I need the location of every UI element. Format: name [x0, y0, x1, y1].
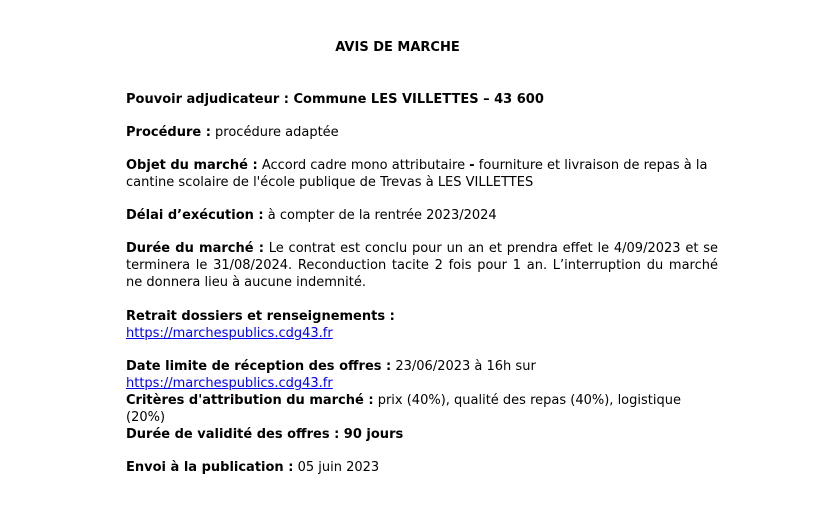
document-title	[0, 40, 813, 55]
envoi-label: Envoi à la publication :	[126, 460, 294, 475]
criteres-section	[126, 392, 718, 426]
delai-label: Délai d’exécution :	[126, 208, 264, 223]
date-limite-value: 23/06/2023 à 16h sur	[395, 359, 536, 374]
retrait-section	[126, 308, 718, 342]
validite-section: Durée de validité des offres : 90 jours	[126, 427, 404, 442]
criteres-label: Critères d'attribution du marché :	[126, 393, 374, 408]
retrait-link[interactable]: https://marchespublics.cdg43.fr	[126, 326, 333, 341]
objet-dash: -	[469, 158, 475, 173]
procedure-label: Procédure :	[126, 125, 211, 140]
date-limite-link[interactable]: https://marchespublics.cdg43.fr	[126, 376, 333, 391]
date-limite-section	[126, 358, 718, 392]
pouvoir-adjudicateur: Pouvoir adjudicateur : Commune LES VILLETTES – 43 600	[126, 92, 544, 107]
date-limite-label: Date limite de réception des offres :	[126, 359, 392, 374]
objet-value-part1: Accord cadre mono attributaire	[261, 158, 466, 173]
title-text: AVIS DE MARCHE	[335, 40, 460, 55]
duree-label: Durée du marché :	[126, 241, 264, 256]
retrait-label: Retrait dossiers et renseignements :	[126, 309, 395, 324]
objet-section	[126, 157, 718, 191]
delai-section	[126, 207, 718, 224]
duree-value: Le contrat est conclu pour un an et prendra effet le 4/09/2023 et se terminera le 31/08/2024. Reconduction tacite 2 fois pour 1 an. L’interruption du marché ne donnera lieu à aucune indemnité.	[126, 241, 718, 290]
criteres-value: prix (40%), qualité des repas (40%), logistique (20%)	[126, 393, 681, 425]
objet-label: Objet du marché :	[126, 158, 258, 173]
procedure-value: procédure adaptée	[215, 125, 339, 140]
envoi-section	[126, 459, 718, 476]
envoi-value: 05 juin 2023	[297, 460, 380, 475]
delai-value: à compter de la rentrée 2023/2024	[267, 208, 497, 223]
procedure-section	[126, 124, 718, 141]
objet-value-part2: fourniture et livraison de repas à la	[478, 158, 708, 173]
duree-section	[126, 240, 718, 291]
objet-value-line2: cantine scolaire de l'école publique de Trevas à LES VILLETTES	[126, 175, 534, 190]
